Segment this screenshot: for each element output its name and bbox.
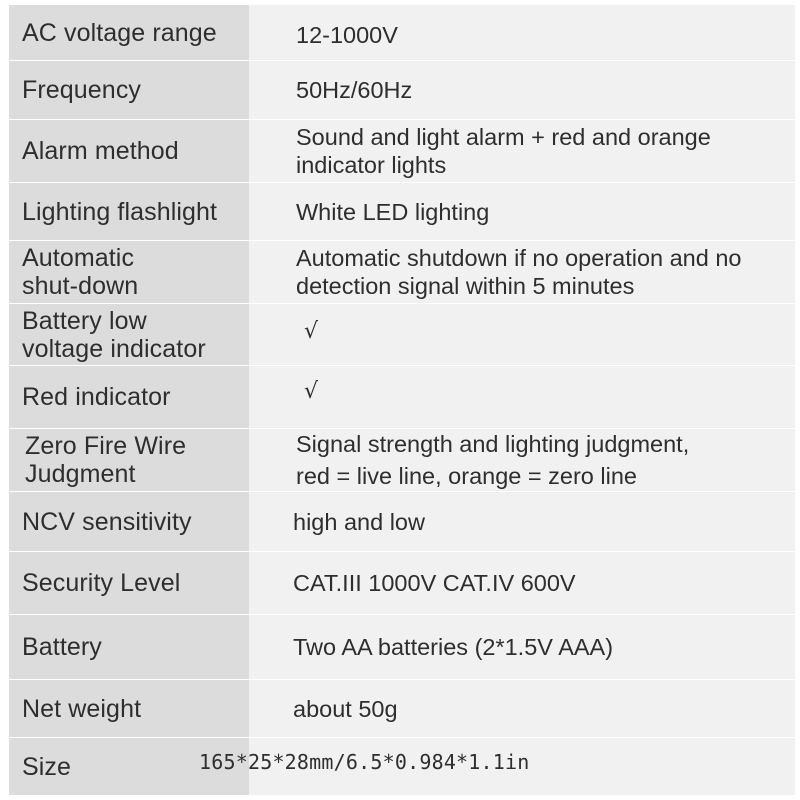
row-label-cell — [9, 492, 249, 551]
row-label: Red indicator — [22, 383, 171, 411]
checkmark-icon: √ — [304, 318, 319, 344]
row-label-cell — [9, 304, 249, 365]
row-value: Automatic shutdown if no operation and no detection signal within 5 minutes — [296, 245, 742, 299]
table-row — [9, 429, 795, 492]
table-row — [9, 241, 795, 304]
table-row — [9, 5, 795, 61]
row-value-cell — [249, 241, 795, 303]
row-label-cell — [9, 680, 249, 737]
row-label-cell — [9, 366, 249, 428]
row-value: about 50g — [293, 695, 398, 722]
row-value: 12-1000V — [296, 22, 398, 48]
row-value: White LED lighting — [296, 198, 490, 225]
row-label: Size — [22, 752, 72, 781]
table-row — [9, 615, 795, 680]
row-label-cell — [9, 61, 249, 119]
table-row — [9, 61, 795, 120]
table-row — [9, 366, 795, 429]
row-label: Frequency — [22, 76, 142, 104]
row-label: Alarm method — [22, 137, 179, 165]
spec-table — [9, 5, 795, 795]
row-label: Net weight — [22, 694, 142, 723]
table-row — [9, 738, 795, 795]
row-value-cell — [249, 680, 795, 737]
row-value: CAT.III 1000V CAT.IV 600V — [293, 570, 576, 596]
row-value-cell — [249, 5, 795, 60]
row-value-cell — [249, 120, 795, 182]
row-value-cell — [249, 366, 795, 428]
row-label: Security Level — [22, 569, 181, 597]
row-label: Automatic shut-down — [22, 244, 139, 300]
row-label-cell — [9, 5, 249, 60]
row-value: 165*25*28mm/6.5*0.984*1.1in — [199, 749, 530, 774]
table-row — [9, 120, 795, 183]
row-value-cell — [249, 61, 795, 119]
row-label-cell — [9, 183, 249, 240]
checkmark-icon: √ — [304, 379, 319, 404]
table-row — [9, 492, 795, 552]
row-label-cell — [9, 552, 249, 614]
row-value: high and low — [293, 508, 425, 535]
row-label: Battery low voltage indicator — [22, 306, 206, 363]
row-value-cell — [249, 552, 795, 614]
row-label-cell — [9, 120, 249, 182]
row-label-cell — [9, 241, 249, 303]
row-value: Signal strength and lighting judgment, red = live line, orange = zero line — [296, 431, 690, 489]
table-row — [9, 552, 795, 615]
row-value-cell — [249, 183, 795, 240]
row-label-cell — [9, 615, 249, 679]
row-value: Two AA batteries (2*1.5V AAA) — [293, 634, 614, 660]
row-label-cell — [9, 429, 249, 491]
row-value-cell — [249, 492, 795, 551]
row-value: Sound and light alarm + red and orange indicator lights — [296, 124, 711, 178]
row-label: Lighting flashlight — [22, 197, 218, 226]
row-label: Battery — [22, 633, 102, 661]
row-label: AC voltage range — [22, 18, 217, 47]
table-row — [9, 304, 795, 366]
row-value: 50Hz/60Hz — [296, 77, 413, 103]
row-value-cell — [249, 429, 795, 491]
row-value-cell — [249, 304, 795, 365]
row-value-cell — [249, 615, 795, 679]
row-label: Zero Fire Wire Judgment — [25, 432, 187, 488]
table-row — [9, 680, 795, 738]
row-label: NCV sensitivity — [22, 507, 192, 536]
row-value-cell — [199, 738, 795, 795]
table-row — [9, 183, 795, 241]
